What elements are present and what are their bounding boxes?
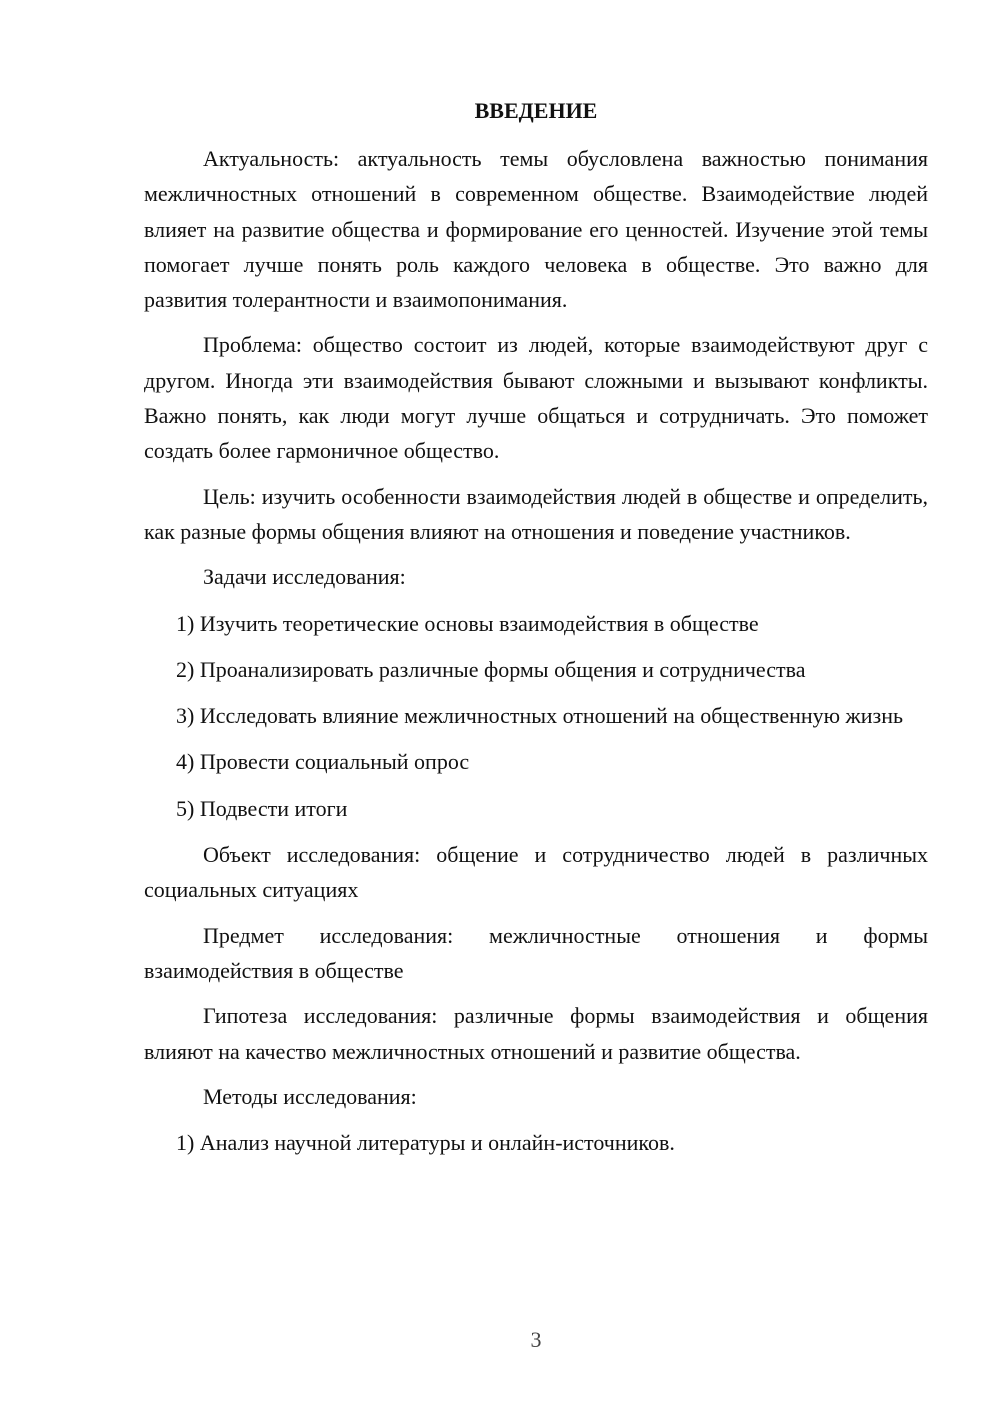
paragraph-hypothesis: Гипотеза исследования: различные формы взаимодействия и общения влияют на качество межличностных отношений и развитие общества.: [144, 1003, 928, 1064]
paragraph-problem: Проблема: общество состоит из людей, которые взаимодействуют друг с другом. Иногда эти взаимодействия бывают сложными и вызывают конфликты. Важно понять, как люди могут лучше общаться и сотрудничать. Это поможет создать более гармоничное общество.: [144, 332, 928, 464]
paragraph-subject: Предмет исследования: межличностные отношения и формы взаимодействия в обществе: [144, 922, 928, 983]
page-title: ВВЕДЕНИЕ: [474, 98, 598, 123]
tasks-heading: Задачи исследования:: [203, 564, 406, 590]
paragraph-goal: Цель: изучить особенности взаимодействия людей в обществе и определить, как разные формы общения влияют на отношения и поведение участников.: [144, 483, 928, 544]
document-body: [144, 141, 928, 1160]
task-item-3: 3) Исследовать влияние межличностных отношений на общественную жизнь: [176, 703, 904, 729]
methods-heading: Методы исследования:: [203, 1083, 417, 1109]
task-item-1: 1) Изучить теоретические основы взаимодействия в обществе: [176, 610, 759, 636]
task-item-2: 2) Проанализировать различные формы общения и сотрудничества: [176, 656, 806, 682]
task-item-4: 4) Провести социальный опрос: [176, 749, 470, 775]
task-item-5: 5) Подвести итоги: [176, 795, 348, 821]
paragraph-relevance: Актуальность: актуальность темы обусловлена важностью понимания межличностных отношений в современном обществе. Взаимодействие людей влияет на развитие общества и формирование его ценностей. Изучение этой темы помогает лучше понять роль каждого человека в обществе. Это важно для развития толерантности и взаимопонимания.: [144, 146, 928, 313]
page-number: 3: [530, 1327, 542, 1352]
method-item-1: 1) Анализ научной литературы и онлайн-источников.: [176, 1130, 675, 1156]
paragraph-object: Объект исследования: общение и сотрудничество людей в различных социальных ситуациях: [144, 842, 928, 903]
